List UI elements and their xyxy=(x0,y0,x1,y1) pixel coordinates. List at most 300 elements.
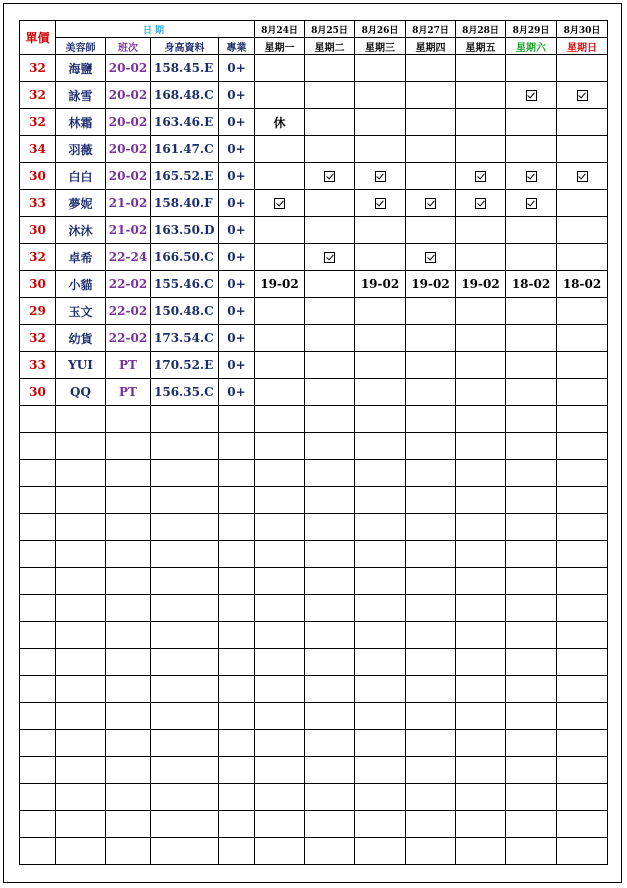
day-cell xyxy=(305,82,355,109)
class-cell: 20-02 xyxy=(106,55,151,82)
empty-cell xyxy=(151,784,219,811)
empty-cell xyxy=(557,838,608,865)
name-cell: YUI xyxy=(56,352,106,379)
day-cell xyxy=(305,136,355,163)
empty-cell xyxy=(506,568,557,595)
empty-cell xyxy=(305,595,355,622)
empty-cell xyxy=(506,541,557,568)
empty-cell xyxy=(557,433,608,460)
empty-cell xyxy=(355,622,406,649)
day-cell xyxy=(355,136,406,163)
day-cell xyxy=(406,217,456,244)
empty-cell xyxy=(20,649,56,676)
day-cell xyxy=(456,136,506,163)
day-cell xyxy=(557,217,608,244)
empty-cell xyxy=(56,568,106,595)
empty-cell xyxy=(255,514,305,541)
empty-cell xyxy=(355,811,406,838)
day-cell: 18-02 xyxy=(506,271,557,298)
price-cell: 33 xyxy=(20,190,56,217)
day-cell xyxy=(506,352,557,379)
day-cell xyxy=(456,217,506,244)
day-cell xyxy=(355,352,406,379)
empty-row xyxy=(20,487,608,514)
empty-row xyxy=(20,784,608,811)
empty-cell xyxy=(219,460,255,487)
empty-row xyxy=(20,460,608,487)
empty-cell xyxy=(219,784,255,811)
day-cell xyxy=(557,136,608,163)
empty-cell xyxy=(557,649,608,676)
empty-cell xyxy=(151,487,219,514)
name-cell: 白白 xyxy=(56,163,106,190)
pro-cell: 0+ xyxy=(219,136,255,163)
weekday-header-2: 星期三 xyxy=(355,38,406,55)
table-row xyxy=(20,244,608,271)
empty-cell xyxy=(305,811,355,838)
empty-cell xyxy=(305,622,355,649)
empty-cell xyxy=(255,676,305,703)
empty-cell xyxy=(305,730,355,757)
price-cell: 30 xyxy=(20,163,56,190)
empty-cell xyxy=(456,406,506,433)
empty-cell xyxy=(406,406,456,433)
day-cell xyxy=(355,379,406,406)
date-header-6: 8月30日 xyxy=(557,21,608,38)
empty-cell xyxy=(151,730,219,757)
empty-cell xyxy=(151,568,219,595)
empty-cell xyxy=(255,811,305,838)
height-header: 身高資料 xyxy=(151,38,219,55)
empty-cell xyxy=(20,757,56,784)
empty-cell xyxy=(406,703,456,730)
empty-row xyxy=(20,649,608,676)
empty-cell xyxy=(106,811,151,838)
empty-cell xyxy=(219,487,255,514)
pro-cell: 0+ xyxy=(219,271,255,298)
day-cell xyxy=(406,379,456,406)
day-cell xyxy=(557,298,608,325)
day-cell xyxy=(456,82,506,109)
empty-cell xyxy=(557,730,608,757)
day-cell xyxy=(255,163,305,190)
empty-cell xyxy=(255,433,305,460)
empty-row xyxy=(20,433,608,460)
empty-cell xyxy=(456,757,506,784)
class-cell: 22-02 xyxy=(106,271,151,298)
day-cell xyxy=(557,325,608,352)
class-cell: PT xyxy=(106,352,151,379)
empty-cell xyxy=(151,514,219,541)
empty-cell xyxy=(106,838,151,865)
empty-cell xyxy=(20,406,56,433)
date-header-5: 8月29日 xyxy=(506,21,557,38)
date-header-3: 8月27日 xyxy=(406,21,456,38)
empty-cell xyxy=(151,433,219,460)
day-cell xyxy=(355,109,406,136)
name-cell: 小貓 xyxy=(56,271,106,298)
day-cell xyxy=(506,325,557,352)
empty-cell xyxy=(506,460,557,487)
name-cell: 沐沐 xyxy=(56,217,106,244)
weekday-header-5: 星期六 xyxy=(506,38,557,55)
empty-cell xyxy=(355,406,406,433)
class-cell: 22-02 xyxy=(106,325,151,352)
empty-cell xyxy=(20,487,56,514)
empty-cell xyxy=(20,838,56,865)
table-row xyxy=(20,352,608,379)
empty-cell xyxy=(56,703,106,730)
day-cell: 19-02 xyxy=(255,271,305,298)
empty-cell xyxy=(557,676,608,703)
table-row xyxy=(20,190,608,217)
empty-cell xyxy=(355,838,406,865)
day-cell xyxy=(255,379,305,406)
empty-cell xyxy=(255,649,305,676)
price-cell: 30 xyxy=(20,217,56,244)
day-cell xyxy=(255,298,305,325)
header-row-columns xyxy=(20,38,608,55)
day-cell xyxy=(355,82,406,109)
empty-cell xyxy=(406,514,456,541)
empty-cell xyxy=(255,460,305,487)
empty-row xyxy=(20,514,608,541)
empty-cell xyxy=(305,703,355,730)
empty-cell xyxy=(255,703,305,730)
date-header-4: 8月28日 xyxy=(456,21,506,38)
weekday-header-1: 星期二 xyxy=(305,38,355,55)
empty-cell xyxy=(219,595,255,622)
empty-cell xyxy=(456,784,506,811)
day-cell xyxy=(355,244,406,271)
empty-cell xyxy=(106,676,151,703)
empty-row xyxy=(20,595,608,622)
empty-cell xyxy=(305,838,355,865)
price-cell: 32 xyxy=(20,82,56,109)
empty-cell xyxy=(151,460,219,487)
empty-cell xyxy=(456,433,506,460)
empty-cell xyxy=(56,541,106,568)
day-cell xyxy=(355,325,406,352)
day-cell xyxy=(255,190,305,217)
checkbox-checked-icon xyxy=(375,171,386,182)
price-cell: 30 xyxy=(20,271,56,298)
day-cell xyxy=(456,325,506,352)
day-cell xyxy=(456,55,506,82)
empty-cell xyxy=(355,433,406,460)
name-cell: 幼貨 xyxy=(56,325,106,352)
empty-cell xyxy=(355,595,406,622)
day-cell xyxy=(406,298,456,325)
empty-cell xyxy=(506,784,557,811)
empty-cell xyxy=(305,784,355,811)
day-cell xyxy=(406,82,456,109)
table-row xyxy=(20,379,608,406)
day-cell: 18-02 xyxy=(557,271,608,298)
empty-cell xyxy=(56,514,106,541)
empty-cell xyxy=(219,703,255,730)
day-cell xyxy=(506,298,557,325)
empty-cell xyxy=(219,514,255,541)
day-cell xyxy=(255,136,305,163)
day-cell xyxy=(406,163,456,190)
empty-cell xyxy=(406,568,456,595)
empty-cell xyxy=(557,622,608,649)
day-cell xyxy=(305,217,355,244)
day-cell xyxy=(406,136,456,163)
empty-cell xyxy=(305,676,355,703)
empty-cell xyxy=(456,838,506,865)
empty-cell xyxy=(255,541,305,568)
name-cell: 詠雪 xyxy=(56,82,106,109)
table-row xyxy=(20,298,608,325)
name-cell: 海鹽 xyxy=(56,55,106,82)
empty-cell xyxy=(20,595,56,622)
empty-cell xyxy=(456,811,506,838)
empty-cell xyxy=(506,622,557,649)
height-cell: 170.52.E xyxy=(151,352,219,379)
empty-cell xyxy=(506,811,557,838)
empty-cell xyxy=(106,541,151,568)
empty-cell xyxy=(56,595,106,622)
empty-row xyxy=(20,568,608,595)
height-cell: 165.52.E xyxy=(151,163,219,190)
empty-cell xyxy=(56,433,106,460)
empty-row xyxy=(20,838,608,865)
empty-row xyxy=(20,541,608,568)
day-cell xyxy=(506,109,557,136)
empty-cell xyxy=(355,703,406,730)
empty-cell xyxy=(219,406,255,433)
table-row xyxy=(20,217,608,244)
checkbox-checked-icon xyxy=(475,171,486,182)
empty-cell xyxy=(406,595,456,622)
day-cell xyxy=(557,55,608,82)
empty-cell xyxy=(151,838,219,865)
empty-cell xyxy=(20,730,56,757)
price-cell: 30 xyxy=(20,379,56,406)
empty-cell xyxy=(506,757,557,784)
checkbox-checked-icon xyxy=(375,198,386,209)
day-cell xyxy=(255,352,305,379)
empty-cell xyxy=(456,514,506,541)
empty-cell xyxy=(20,811,56,838)
table-row xyxy=(20,55,608,82)
empty-cell xyxy=(406,433,456,460)
empty-cell xyxy=(506,487,557,514)
day-cell xyxy=(305,379,355,406)
empty-cell xyxy=(151,703,219,730)
empty-cell xyxy=(506,838,557,865)
height-cell: 161.47.C xyxy=(151,136,219,163)
height-cell: 168.48.C xyxy=(151,82,219,109)
empty-cell xyxy=(56,406,106,433)
empty-cell xyxy=(557,514,608,541)
table-row xyxy=(20,109,608,136)
table-row xyxy=(20,163,608,190)
empty-cell xyxy=(355,460,406,487)
empty-cell xyxy=(20,433,56,460)
empty-cell xyxy=(557,757,608,784)
class-cell: 20-02 xyxy=(106,109,151,136)
empty-cell xyxy=(219,433,255,460)
day-cell xyxy=(456,190,506,217)
empty-cell xyxy=(219,541,255,568)
checkbox-checked-icon xyxy=(274,198,285,209)
price-cell: 33 xyxy=(20,352,56,379)
empty-cell xyxy=(305,541,355,568)
empty-cell xyxy=(456,676,506,703)
empty-cell xyxy=(56,730,106,757)
empty-cell xyxy=(20,541,56,568)
empty-cell xyxy=(56,838,106,865)
pro-cell: 0+ xyxy=(219,163,255,190)
empty-cell xyxy=(56,649,106,676)
empty-cell xyxy=(456,595,506,622)
empty-row xyxy=(20,811,608,838)
checkbox-checked-icon xyxy=(526,198,537,209)
empty-cell xyxy=(106,487,151,514)
pro-cell: 0+ xyxy=(219,379,255,406)
empty-cell xyxy=(151,595,219,622)
empty-cell xyxy=(151,622,219,649)
empty-row xyxy=(20,676,608,703)
day-cell xyxy=(255,55,305,82)
weekday-header-4: 星期五 xyxy=(456,38,506,55)
day-cell xyxy=(456,352,506,379)
empty-cell xyxy=(20,622,56,649)
empty-cell xyxy=(255,622,305,649)
empty-cell xyxy=(406,838,456,865)
empty-cell xyxy=(305,757,355,784)
pro-cell: 0+ xyxy=(219,217,255,244)
name-cell: 林霜 xyxy=(56,109,106,136)
price-header: 單價 xyxy=(20,21,56,55)
empty-cell xyxy=(557,406,608,433)
empty-cell xyxy=(219,676,255,703)
checkbox-checked-icon xyxy=(425,252,436,263)
day-cell xyxy=(305,244,355,271)
empty-cell xyxy=(406,541,456,568)
day-cell xyxy=(406,244,456,271)
height-cell: 158.40.F xyxy=(151,190,219,217)
pro-header: 專業 xyxy=(219,38,255,55)
empty-cell xyxy=(406,487,456,514)
empty-cell xyxy=(456,622,506,649)
empty-cell xyxy=(456,649,506,676)
empty-cell xyxy=(219,568,255,595)
empty-cell xyxy=(355,676,406,703)
empty-cell xyxy=(506,703,557,730)
day-cell xyxy=(506,244,557,271)
day-cell: 19-02 xyxy=(456,271,506,298)
day-cell xyxy=(305,190,355,217)
day-cell xyxy=(506,82,557,109)
empty-cell xyxy=(305,433,355,460)
day-cell xyxy=(506,136,557,163)
day-cell xyxy=(557,82,608,109)
empty-row xyxy=(20,703,608,730)
empty-cell xyxy=(456,487,506,514)
name-cell: 夢妮 xyxy=(56,190,106,217)
empty-cell xyxy=(355,568,406,595)
empty-cell xyxy=(506,649,557,676)
empty-cell xyxy=(106,433,151,460)
empty-cell xyxy=(106,784,151,811)
empty-cell xyxy=(106,595,151,622)
day-cell xyxy=(557,379,608,406)
price-cell: 32 xyxy=(20,325,56,352)
empty-cell xyxy=(56,622,106,649)
weekday-header-0: 星期一 xyxy=(255,38,305,55)
empty-cell xyxy=(20,676,56,703)
empty-cell xyxy=(56,784,106,811)
price-cell: 32 xyxy=(20,55,56,82)
empty-cell xyxy=(456,541,506,568)
class-cell: 20-02 xyxy=(106,163,151,190)
empty-cell xyxy=(406,460,456,487)
class-cell: 22-24 xyxy=(106,244,151,271)
empty-cell xyxy=(255,406,305,433)
pro-cell: 0+ xyxy=(219,109,255,136)
pro-cell: 0+ xyxy=(219,298,255,325)
empty-cell xyxy=(106,703,151,730)
table-row xyxy=(20,82,608,109)
name-cell: 玉文 xyxy=(56,298,106,325)
pro-cell: 0+ xyxy=(219,82,255,109)
empty-cell xyxy=(406,811,456,838)
date-header-2: 8月26日 xyxy=(355,21,406,38)
empty-cell xyxy=(106,514,151,541)
empty-cell xyxy=(56,487,106,514)
day-cell xyxy=(406,55,456,82)
pro-cell: 0+ xyxy=(219,325,255,352)
day-cell xyxy=(255,217,305,244)
day-cell xyxy=(355,55,406,82)
day-cell xyxy=(456,244,506,271)
day-cell xyxy=(506,163,557,190)
empty-cell xyxy=(255,784,305,811)
day-cell xyxy=(506,190,557,217)
empty-cell xyxy=(106,568,151,595)
empty-cell xyxy=(305,514,355,541)
empty-cell xyxy=(557,703,608,730)
empty-cell xyxy=(151,649,219,676)
empty-cell xyxy=(56,676,106,703)
day-cell xyxy=(557,109,608,136)
empty-cell xyxy=(355,487,406,514)
price-cell: 32 xyxy=(20,244,56,271)
empty-row xyxy=(20,406,608,433)
empty-cell xyxy=(151,676,219,703)
pro-cell: 0+ xyxy=(219,352,255,379)
pro-cell: 0+ xyxy=(219,55,255,82)
empty-cell xyxy=(219,811,255,838)
day-cell xyxy=(305,109,355,136)
class-cell: 22-02 xyxy=(106,298,151,325)
day-cell xyxy=(255,244,305,271)
checkbox-checked-icon xyxy=(425,198,436,209)
empty-cell xyxy=(305,649,355,676)
empty-cell xyxy=(355,757,406,784)
height-cell: 158.45.E xyxy=(151,55,219,82)
day-cell xyxy=(506,55,557,82)
day-cell xyxy=(255,82,305,109)
day-cell: 19-02 xyxy=(355,271,406,298)
date-header-0: 8月24日 xyxy=(255,21,305,38)
checkbox-checked-icon xyxy=(324,171,335,182)
date-group-header: 日期 xyxy=(56,21,255,38)
